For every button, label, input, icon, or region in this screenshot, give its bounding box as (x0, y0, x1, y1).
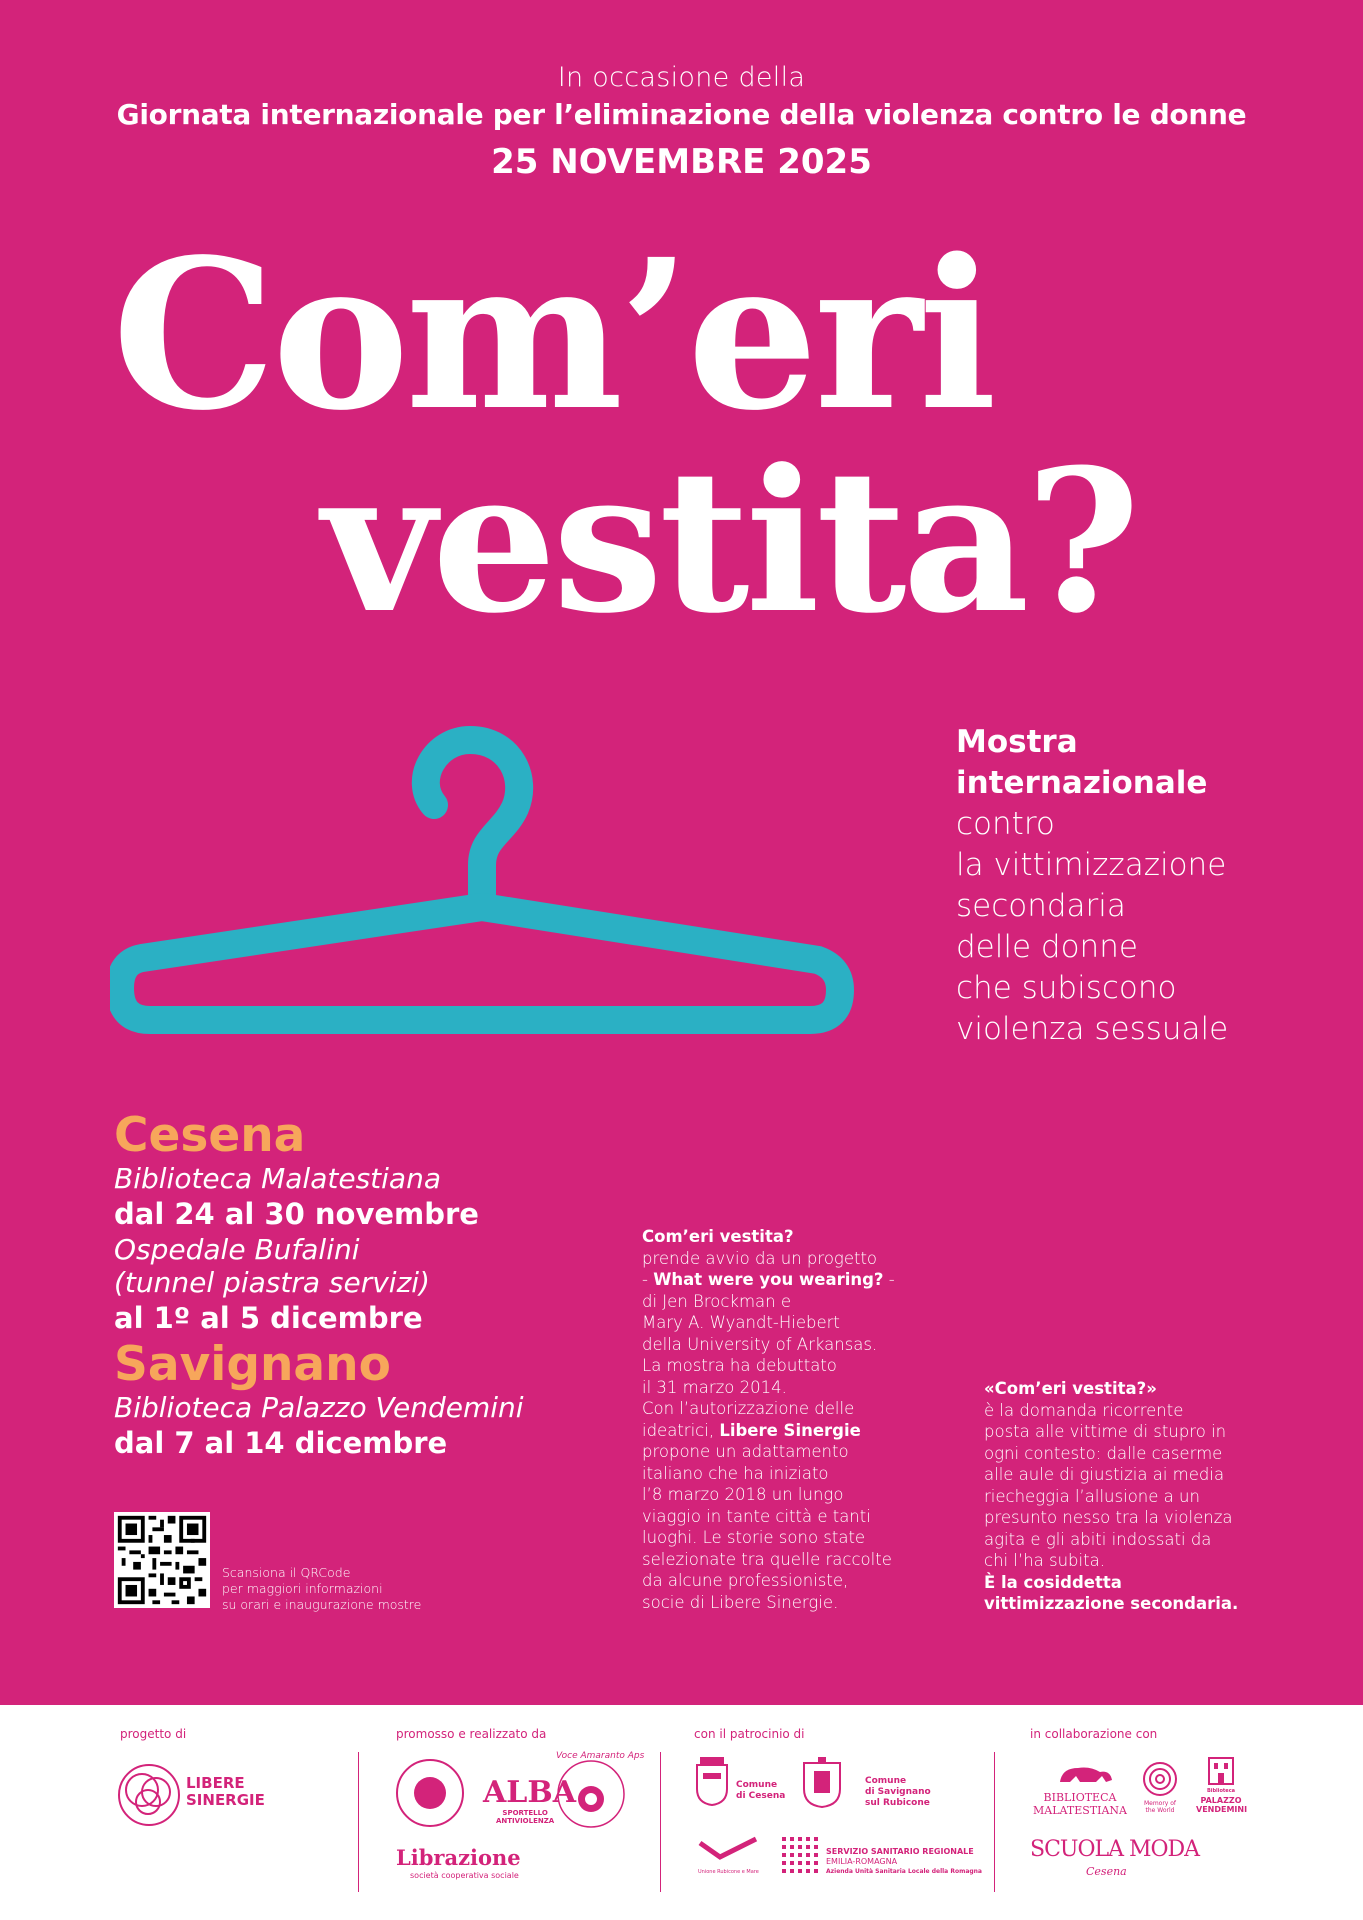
vendemini-line: VENDEMINI (1196, 1805, 1248, 1814)
unione-rubicone-logo-icon (698, 1835, 758, 1865)
column1-line: italiano che ha iniziato (642, 1463, 829, 1483)
mostra-bold-line: Mostra (956, 724, 1078, 760)
main-title-line2: vestita? (322, 427, 1137, 657)
mostra-line: violenza sessuale (956, 1011, 1229, 1047)
qr-caption (222, 1565, 462, 1613)
malatestiana-line: MALATESTIANA (1033, 1804, 1127, 1817)
locations-block (114, 1110, 634, 1462)
scuola-moda-city: Cesena (1086, 1865, 1127, 1878)
column2-title: «Com’eri vestita?» (984, 1379, 1157, 1398)
column1-line: La mostra ha debuttato (642, 1356, 837, 1375)
footer-logos (0, 1705, 1363, 1920)
comune-cesena-line: Comune (736, 1780, 778, 1790)
alba-subtitle-line: ANTIVIOLENZA (496, 1817, 555, 1825)
memory-of-the-world-text (1142, 1800, 1178, 1814)
event-title: Giornata internazionale per l’eliminazione della violenza contro le donne (116, 98, 1247, 131)
servizio-sanitario-line: Azienda Unità Sanitaria Locale della Romagna (826, 1868, 982, 1875)
column2-line: chi l’ha subita. (984, 1551, 1105, 1570)
mostra-line: contro (956, 806, 1055, 842)
libere-sinergie-logo-text (186, 1775, 265, 1809)
column2-line: posta alle vittime di stupro in (984, 1422, 1227, 1441)
column2-line: ogni contesto: dalle caserme (984, 1443, 1223, 1463)
column1-line: socie di Libere Sinergie. (642, 1592, 839, 1612)
librazione-subtitle: società cooperativa sociale (410, 1871, 519, 1880)
qr-caption-line: Scansiona il QRCode (222, 1565, 351, 1580)
comune-cesena-line: di Cesena (736, 1791, 786, 1801)
comune-cesena-text (736, 1780, 785, 1802)
alba-subtitle-line: SPORTELLO (502, 1809, 548, 1817)
cesena-coat-of-arms-icon (694, 1755, 730, 1807)
info-column-question (984, 1378, 1284, 1615)
venue-vendemini: Biblioteca Palazzo Vendemini (114, 1391, 524, 1424)
antiviolenza-center-logo (394, 1757, 466, 1829)
dates-bufalini: al 1º al 5 dicembre (114, 1301, 423, 1335)
mostra-line: delle donne (956, 929, 1138, 965)
column2-bold-line: vittimizzazione secondaria. (984, 1594, 1239, 1613)
palazzo-vendemini-icon (1208, 1757, 1234, 1785)
servizio-sanitario-line: SERVIZIO SANITARIO REGIONALE (826, 1847, 974, 1856)
servizio-sanitario-text (826, 1847, 982, 1877)
column1-line (642, 1269, 932, 1291)
mostra-line: che subiscono (956, 970, 1177, 1006)
column1-title: Com’eri vestita? (642, 1227, 794, 1246)
memory-of-the-world-icon (1142, 1761, 1178, 1797)
memory-line: the World (1145, 1807, 1175, 1814)
memory-line: Memory of (1143, 1800, 1177, 1807)
column2-line: agita e gli abiti indossati da (984, 1529, 1212, 1549)
mostra-line: secondaria (956, 888, 1126, 924)
footer-label-collaboration: in collaborazione con (1030, 1727, 1158, 1741)
libere-sinergie-logo-icon (116, 1762, 182, 1828)
savignano-coat-of-arms-icon (800, 1755, 844, 1809)
mostra-bold-line: internazionale (956, 765, 1208, 801)
vendemini-line: Biblioteca (1206, 1788, 1236, 1794)
column1-line: viaggio in tante città e tanti (642, 1506, 871, 1526)
librazione-logo-text: Librazione (396, 1845, 521, 1870)
column1-line: di Jen Brockman e (642, 1291, 792, 1311)
scuola-moda-logo-text: SCUOLA MODA (1030, 1837, 1200, 1862)
qr-caption-line: per maggiori informazioni (222, 1581, 383, 1596)
column1-org-name: Libere Sinergie (719, 1420, 861, 1440)
column2-line: alle aule di giustizia ai media (984, 1465, 1225, 1484)
libere-sinergie-line: SINERGIE (186, 1791, 265, 1809)
column2-bold-line: È la cosiddetta (984, 1572, 1122, 1592)
column1-line (642, 1420, 932, 1442)
palazzo-vendemini-text (1196, 1787, 1246, 1814)
mostra-line: la vittimizzazione (956, 847, 1227, 883)
column1-line: propone un adattamento (642, 1442, 849, 1461)
column1-line: luoghi. Le storie sono state (642, 1528, 866, 1547)
dates-vendemini: dal 7 al 14 dicembre (114, 1426, 448, 1460)
column1-text: ideatrici, (642, 1420, 720, 1440)
footer-label-promoted: promosso e realizzato da (396, 1727, 547, 1741)
servizio-sanitario-logo-icon (780, 1835, 820, 1875)
venue-bufalini: Ospedale Bufalini (114, 1233, 360, 1266)
elephant-icon (1056, 1762, 1116, 1786)
voce-amaranto-text: Voce Amaranto Aps (556, 1751, 645, 1761)
venue-bufalini-note: (tunnel piastra servizi) (114, 1266, 430, 1299)
city-cesena: Cesena (114, 1108, 306, 1163)
column1-line: il 31 marzo 2014. (642, 1377, 787, 1397)
column2-line: riecheggia l’allusione a un (984, 1486, 1200, 1506)
column2-line: presunto nesso tra la violenza (984, 1508, 1233, 1527)
column1-line: della University of Arkansas. (642, 1334, 878, 1354)
comune-savignano-line: di Savignano (865, 1787, 931, 1797)
city-savignano: Savignano (114, 1337, 391, 1392)
column1-line: Con l’autorizzazione delle (642, 1399, 855, 1418)
footer-divider (660, 1752, 661, 1892)
column1-line: da alcune professioniste, (642, 1571, 849, 1590)
footer-label-patronage: con il patrocinio di (694, 1727, 805, 1741)
malatestiana-line: BIBLIOTECA (1043, 1791, 1117, 1804)
column1-line: selezionate tra quelle raccolte (642, 1549, 892, 1569)
column1-line: l’8 marzo 2018 un lungo (642, 1485, 844, 1504)
footer-label-project: progetto di (120, 1727, 187, 1741)
comune-savignano-line: sul Rubicone (865, 1798, 930, 1808)
qr-code[interactable] (114, 1512, 210, 1608)
dates-malatestiana: dal 24 al 30 novembre (114, 1197, 479, 1231)
column1-line: prende avvio da un progetto (642, 1248, 878, 1268)
column1-dash: - (642, 1270, 654, 1289)
column1-line: Mary A. Wyandt-Hiebert (642, 1313, 840, 1332)
column2-line: è la domanda ricorrente (984, 1400, 1184, 1420)
malatestiana-logo-text (1030, 1791, 1130, 1817)
info-column-project (642, 1226, 932, 1613)
alba-logo-text: ALBA (483, 1775, 577, 1810)
vendemini-line: PALAZZO (1200, 1796, 1242, 1805)
footer-divider (358, 1752, 359, 1892)
qr-caption-line: su orari e inaugurazione mostre (222, 1597, 422, 1612)
column1-dash: - (883, 1270, 895, 1289)
alba-logo-subtitle (496, 1809, 554, 1825)
column1-original-title: What were you wearing? (653, 1270, 884, 1289)
voce-amaranto-logo (556, 1759, 626, 1829)
exhibition-description (956, 722, 1336, 1050)
libere-sinergie-line: LIBERE (186, 1774, 245, 1792)
footer-divider (994, 1752, 995, 1892)
hanger-icon (110, 720, 860, 1050)
main-title-line1: Com’eri (112, 214, 993, 456)
unione-rubicone-text: Unione Rubicone e Mare (698, 1869, 759, 1875)
venue-malatestiana: Biblioteca Malatestiana (114, 1162, 441, 1195)
event-date: 25 NOVEMBRE 2025 (491, 142, 872, 182)
comune-savignano-text (865, 1776, 931, 1809)
servizio-sanitario-line: EMILIA-ROMAGNA (826, 1857, 898, 1866)
comune-savignano-line: Comune (865, 1776, 907, 1786)
occasion-text: In occasione della (557, 62, 806, 93)
